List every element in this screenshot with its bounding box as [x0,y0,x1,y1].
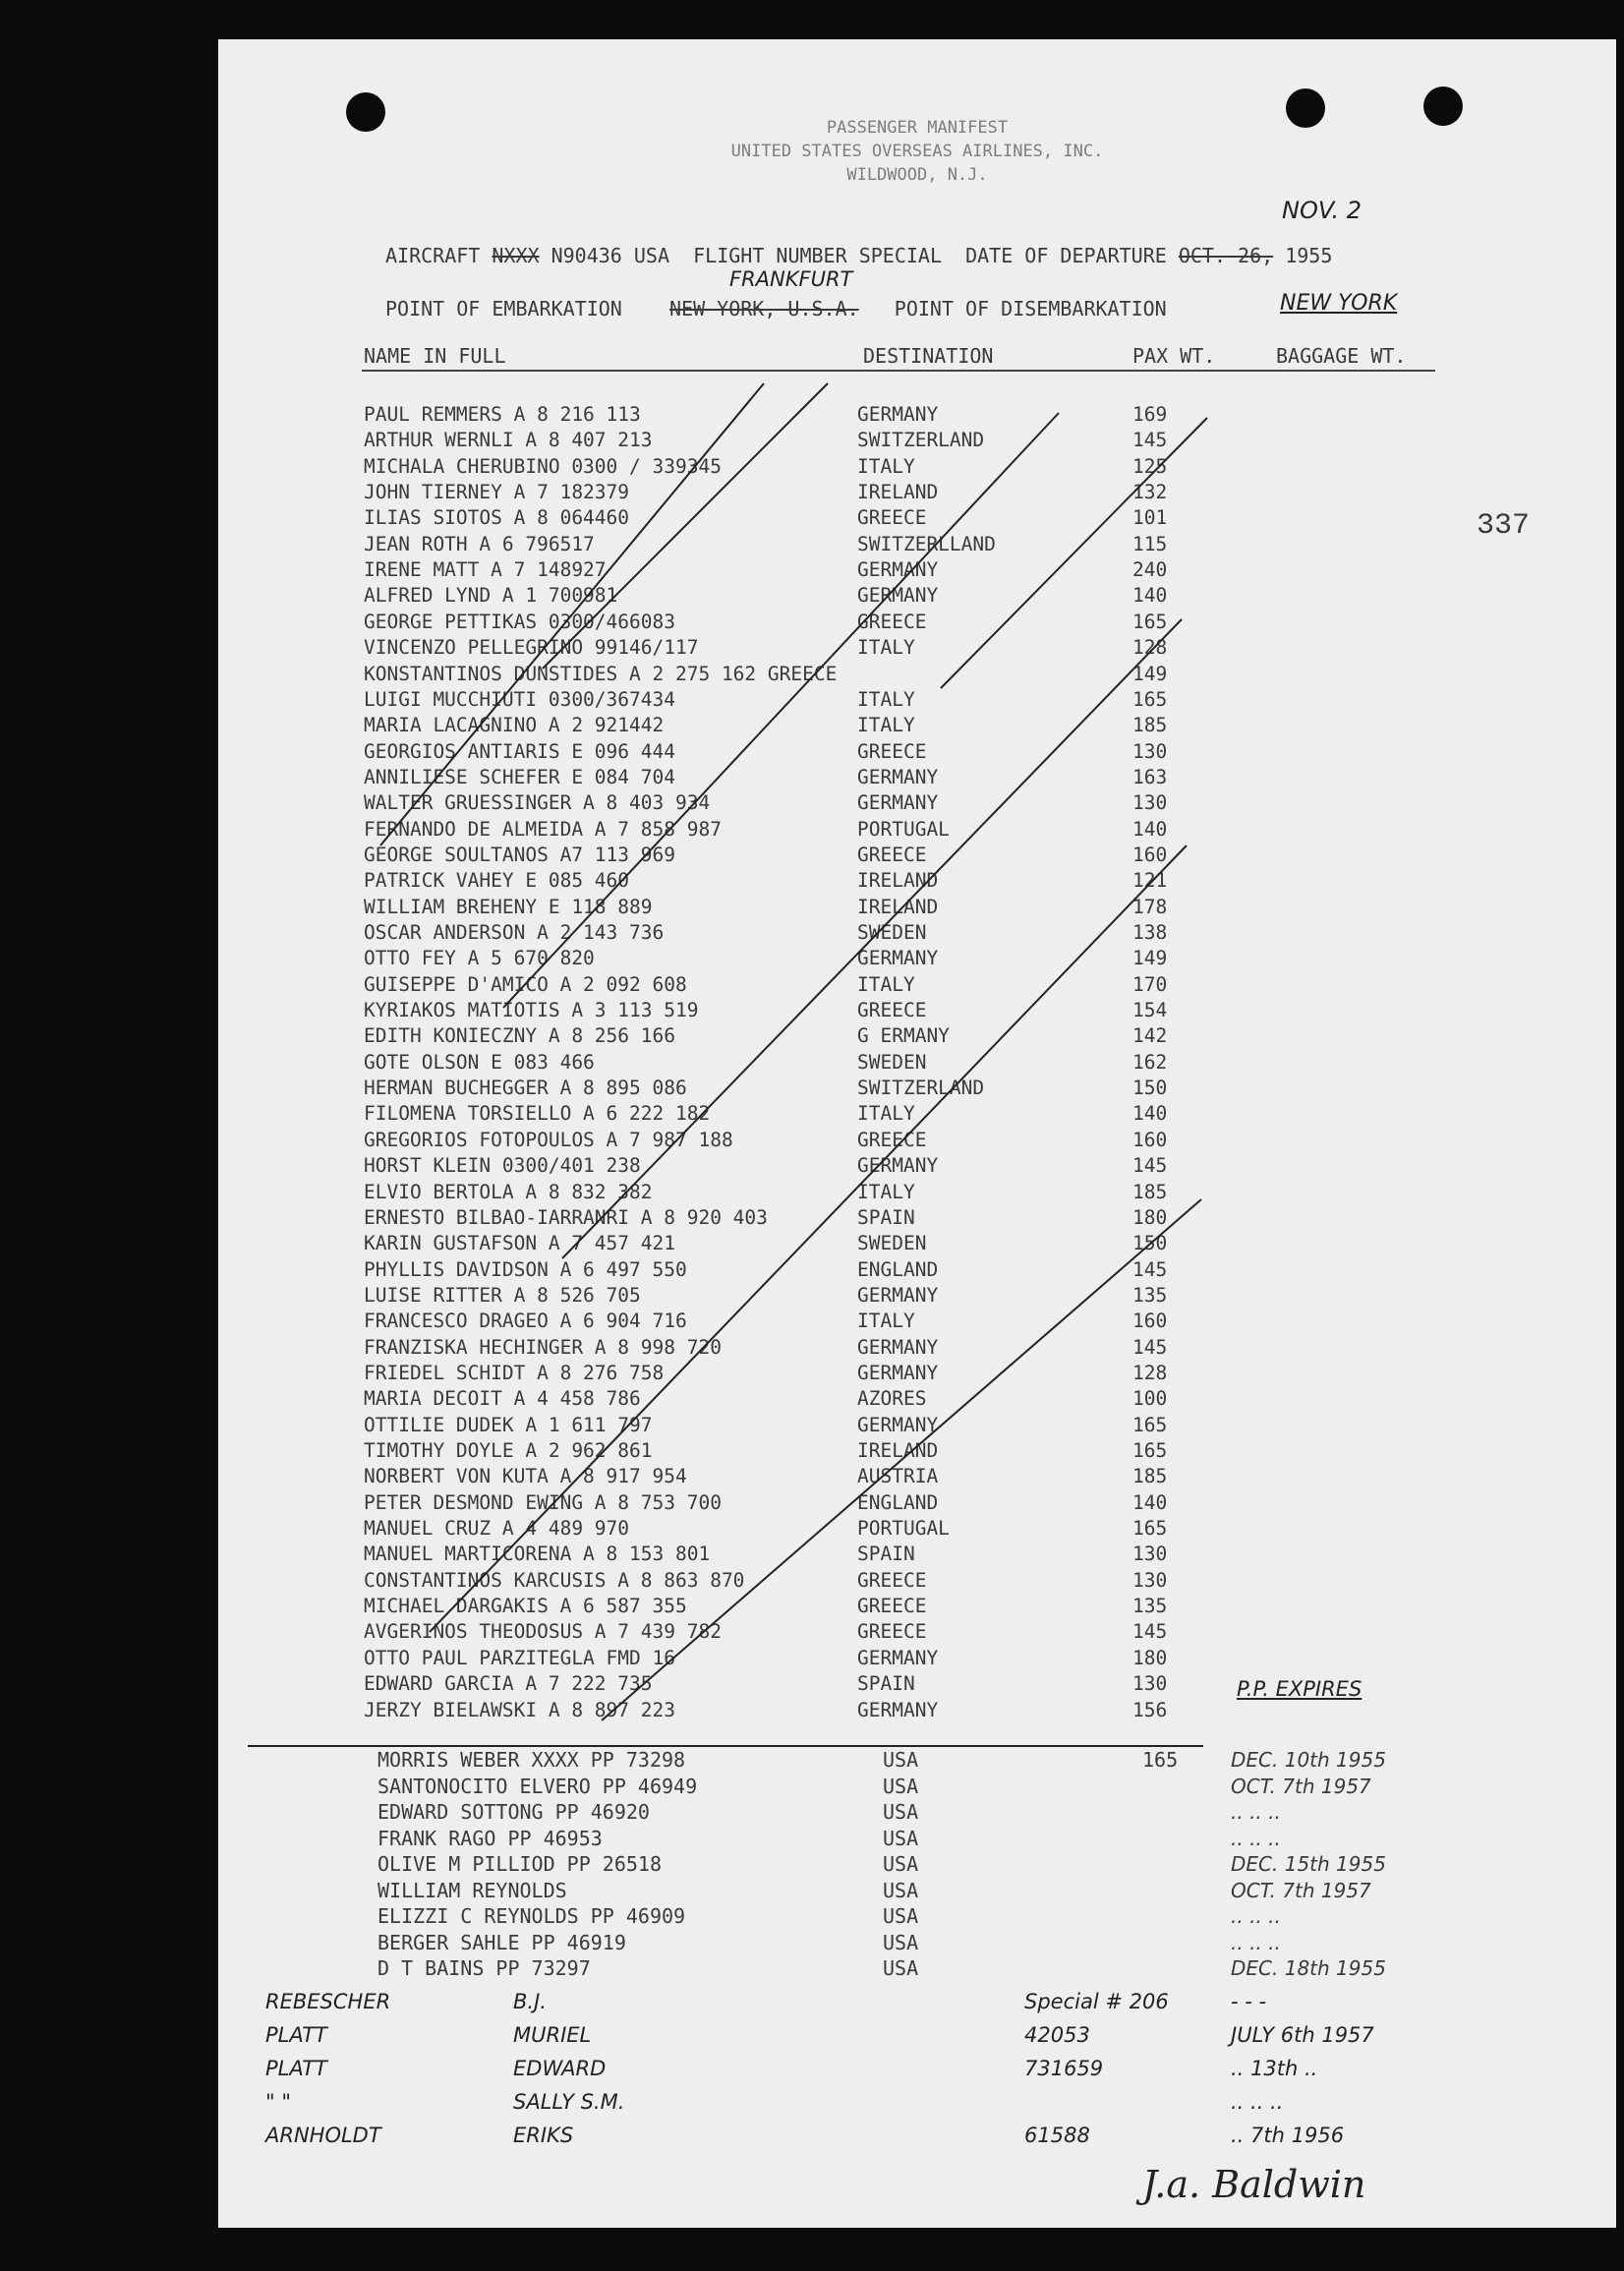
diagonal-stroke [430,845,1187,1632]
passenger-destination: GREECE [857,506,927,530]
passenger-weight: 150 [1132,1077,1168,1100]
passenger-destination: GERMANY [857,1361,939,1384]
passenger-name: PATRICK VAHEY E 085 460 [364,869,630,893]
passport-expiry: JULY 6th 1957 [1231,2023,1374,2047]
aircraft-line: AIRCRAFT NXXX N90436 USA FLIGHT NUMBER SPECIAL DATE OF DEPARTURE OCT. 26, 1955 [385,244,1333,267]
handwritten-given-name: B.J. [513,1990,547,2013]
passenger-weight: 140 [1132,1490,1168,1514]
handwritten-given-name: MURIEL [513,2023,592,2047]
passenger-weight: 185 [1132,1180,1168,1203]
passport-expiry: - - - [1231,1990,1267,2013]
passenger-weight: 130 [1132,1672,1168,1696]
passenger-weight: 138 [1132,921,1168,944]
passenger-name: CONSTANTINOS KARCUSIS A 8 863 870 [364,1568,745,1592]
passenger-name: ALFRED LYND A 1 700981 [364,584,618,608]
passenger-name: GREGORIOS FOTOPOULOS A 7 987 188 [364,1128,733,1151]
passenger-weight: 130 [1132,1543,1168,1566]
passenger-destination: USA [883,1774,919,1798]
passenger-weight: 160 [1132,843,1168,866]
passenger-weight: 165 [1132,1413,1168,1436]
passenger-weight: 156 [1132,1698,1168,1721]
passenger-name: HORST KLEIN 0300/401 238 [364,1154,641,1178]
passenger-weight: 162 [1132,1050,1168,1074]
passenger-destination: USA [883,1930,919,1954]
passenger-name: EDWARD GARCIA A 7 222 735 [364,1672,653,1696]
passenger-weight: 170 [1132,972,1168,996]
passenger-weight: 132 [1132,481,1168,504]
passenger-name: OTTILIE DUDEK A 1 611 797 [364,1413,653,1436]
passenger-destination: GERMANY [857,1335,939,1359]
diagonal-stroke [941,418,1207,688]
passenger-destination: PORTUGAL [857,1517,950,1541]
passenger-destination: SWEDEN [857,1232,927,1255]
passenger-destination: GERMANY [857,1698,939,1721]
passenger-name: JEAN ROTH A 6 796517 [364,532,595,555]
passenger-weight: 130 [1132,791,1168,815]
passenger-destination: GREECE [857,1595,927,1618]
passenger-name: FRIEDEL SCHIDT A 8 276 758 [364,1361,665,1384]
passenger-weight: 165 [1132,1517,1168,1541]
passenger-destination: GERMANY [857,1154,939,1178]
passenger-weight: 130 [1132,1568,1168,1592]
passport-expiry: .. .. .. [1231,1930,1281,1954]
passenger-destination: SWITZERLAND [857,429,985,452]
passenger-destination: USA [883,1904,919,1928]
passenger-destination: PORTUGAL [857,817,950,841]
handwritten-reference: 42053 [1024,2023,1090,2047]
passenger-weight: 115 [1132,532,1168,555]
passenger-destination: GREECE [857,610,927,633]
passenger-name: GUISEPPE D'AMICO A 2 092 608 [364,972,687,996]
passenger-weight: 165 [1132,610,1168,633]
passenger-destination: GERMANY [857,947,939,970]
handwritten-surname: " " [265,2090,291,2114]
passenger-destination: USA [883,1878,919,1902]
passenger-name: HERMAN BUCHEGGER A 8 895 086 [364,1077,687,1100]
passport-expiry: DEC. 10th 1955 [1231,1748,1386,1772]
passport-expiry: DEC. 18th 1955 [1231,1956,1386,1980]
passenger-weight: 100 [1132,1387,1168,1411]
passenger-destination: GERMANY [857,1413,939,1436]
passenger-weight: 140 [1132,817,1168,841]
passenger-weight: 130 [1132,739,1168,763]
passenger-destination: GREECE [857,1128,927,1151]
passenger-destination: AZORES [857,1387,927,1411]
passenger-destination: IRELAND [857,481,939,504]
passenger-weight: 128 [1132,1361,1168,1384]
passenger-destination: SPAIN [857,1205,915,1229]
passport-expiry: .. 13th .. [1231,2057,1318,2080]
handwritten-surname: PLATT [265,2023,327,2047]
passenger-name: ANNILIESE SCHEFER E 084 704 [364,765,675,788]
passenger-name: OLIVE M PILLIOD PP 26518 [377,1852,662,1876]
handwritten-surname: PLATT [265,2057,327,2080]
column-pax-weight: PAX WT. [1132,344,1216,368]
passport-expiry: DEC. 15th 1955 [1231,1852,1386,1876]
passenger-weight: 125 [1132,454,1168,478]
passenger-name: GEORGIOS ANTIARIS E 096 444 [364,739,675,763]
handwritten-surname: ARNHOLDT [265,2124,381,2147]
passenger-name: FERNANDO DE ALMEIDA A 7 858 987 [364,817,722,841]
page-number: 337 [1477,509,1531,543]
check-strokes [218,39,1616,2228]
passenger-destination: GREECE [857,999,927,1022]
embarkation-line: POINT OF EMBARKATION NEW YORK, U.S.A. POINT OF DISEMBARKATION [385,297,1167,320]
passenger-name: MORRIS WEBER XXXX PP 73298 [377,1748,686,1772]
passenger-destination: GERMANY [857,791,939,815]
passport-expiry: OCT. 7th 1957 [1231,1878,1371,1902]
airline-name: UNITED STATES OVERSEAS AIRLINES, INC. [730,142,1104,161]
passenger-name: PETER DESMOND EWING A 8 753 700 [364,1490,722,1514]
passenger-destination: SWEDEN [857,921,927,944]
passenger-weight: 145 [1132,1335,1168,1359]
passenger-destination: GERMANY [857,1646,939,1669]
passenger-name: VINCENZO PELLEGRINO 99146/117 [364,636,699,660]
handwritten-given-name: ERIKS [513,2124,574,2147]
passenger-name: MANUEL CRUZ A 4 489 970 [364,1517,630,1541]
handwritten-reference: Special # 206 [1024,1990,1169,2013]
passenger-destination: ITALY [857,454,915,478]
passenger-name: MICHAEL DARGAKIS A 6 587 355 [364,1595,687,1618]
passenger-name: ILIAS SIOTOS A 8 064460 [364,506,630,530]
pp-expires-header: P.P. EXPIRES [1237,1677,1363,1701]
passenger-weight: 178 [1132,895,1168,918]
passenger-weight: 149 [1132,947,1168,970]
passenger-destination: ITALY [857,636,915,660]
passenger-destination: ITALY [857,687,915,711]
passenger-name: NORBERT VON KUTA A 8 917 954 [364,1465,687,1488]
passenger-name: FRANK RAGO PP 46953 [377,1826,603,1850]
passenger-destination: G ERMANY [857,1024,950,1048]
passport-expiry: OCT. 7th 1957 [1231,1774,1371,1798]
passenger-name: LUIGI MUCCHIUTI 0300/367434 [364,687,675,711]
passenger-destination: AUSTRIA [857,1465,939,1488]
passenger-destination: USA [883,1800,919,1824]
passenger-name: ARTHUR WERNLI A 8 407 213 [364,429,653,452]
passenger-destination: SPAIN [857,1672,915,1696]
passenger-name: KYRIAKOS MATIOTIS A 3 113 519 [364,999,699,1022]
passenger-name: IRENE MATT A 7 148927 [364,558,607,582]
passenger-name: PAUL REMMERS A 8 216 113 [364,403,641,426]
passenger-destination: SWITZERLAND [857,1077,985,1100]
passport-expiry: .. 7th 1956 [1231,2124,1345,2147]
passenger-destination: ITALY [857,1310,915,1333]
passenger-destination: ITALY [857,1180,915,1203]
handwritten-given-name: EDWARD [513,2057,607,2080]
passenger-weight: 140 [1132,1102,1168,1126]
passenger-name: MARIA DECOIT A 4 458 786 [364,1387,641,1411]
passenger-name: KARIN GUSTAFSON A 7 457 421 [364,1232,675,1255]
passenger-weight: 121 [1132,869,1168,893]
passenger-weight: 180 [1132,1646,1168,1669]
passport-expiry: .. .. .. [1231,1826,1281,1850]
passenger-name: MANUEL MARTICORENA A 8 153 801 [364,1543,711,1566]
handwritten-embarkation: FRANKFURT [729,267,853,291]
passenger-destination: GERMANY [857,558,939,582]
passenger-destination: GREECE [857,1568,927,1592]
passenger-destination: GREECE [857,843,927,866]
passenger-name: KONSTANTINOS DUNSTIDES A 2 275 162 GREECE [364,662,838,685]
passenger-destination: GERMANY [857,584,939,608]
passenger-weight: 135 [1132,1595,1168,1618]
passenger-weight: 145 [1132,429,1168,452]
passenger-weight: 145 [1132,1257,1168,1281]
signature: J.a. Baldwin [1142,2163,1366,2206]
passenger-weight: 140 [1132,584,1168,608]
handwritten-given-name: SALLY S.M. [513,2090,625,2114]
passenger-destination: USA [883,1826,919,1850]
passenger-destination: GREECE [857,1620,927,1644]
passenger-name: ERNESTO BILBAO-IARRANRI A 8 920 403 [364,1205,768,1229]
passenger-name: OTTO FEY A 5 670 820 [364,947,595,970]
passenger-weight: 142 [1132,1024,1168,1048]
passport-expiry: .. .. .. [1231,2090,1284,2114]
passenger-name: OTTO PAUL PARZITEGLA FMD 16 [364,1646,675,1669]
passenger-destination: ITALY [857,972,915,996]
passenger-name: EDITH KONIECZNY A 8 256 166 [364,1024,675,1048]
passenger-destination: ENGLAND [857,1257,939,1281]
passenger-weight: 165 [1132,1439,1168,1462]
passenger-weight: 135 [1132,1283,1168,1307]
column-name: NAME IN FULL [364,344,506,368]
column-destination: DESTINATION [863,344,994,368]
passport-expiry: .. .. .. [1231,1800,1281,1824]
passport-expiry: .. .. .. [1231,1904,1281,1928]
title-line: PASSENGER MANIFEST [826,118,1009,138]
passenger-name: FRANZISKA HECHINGER A 8 998 720 [364,1335,722,1359]
handwritten-disembarkation: NEW YORK [1280,291,1398,316]
passenger-destination: GERMANY [857,765,939,788]
passenger-weight: 185 [1132,714,1168,737]
passenger-name: TIMOTHY DOYLE A 2 962 861 [364,1439,653,1462]
passenger-weight: 165 [1132,687,1168,711]
column-baggage-weight: BAGGAGE WT. [1276,344,1407,368]
passenger-weight: 154 [1132,999,1168,1022]
diagonal-stroke [543,383,828,669]
passenger-name: JOHN TIERNEY A 7 182379 [364,481,630,504]
passenger-destination: SWITZERLLAND [857,532,996,555]
handwritten-surname: REBESCHER [265,1990,391,2013]
passenger-destination: IRELAND [857,1439,939,1462]
handwritten-reference: 731659 [1024,2057,1104,2080]
passenger-name: PHYLLIS DAVIDSON A 6 497 550 [364,1257,687,1281]
passenger-destination: GREECE [857,739,927,763]
passenger-name: FRANCESCO DRAGEO A 6 904 716 [364,1310,687,1333]
passenger-weight: 240 [1132,558,1168,582]
passenger-weight: 145 [1132,1620,1168,1644]
passenger-destination: USA [883,1852,919,1876]
handwritten-date: NOV. 2 [1282,197,1363,224]
passenger-name: D T BAINS PP 73297 [377,1956,591,1980]
passenger-name: ELIZZI C REYNOLDS PP 46909 [377,1904,686,1928]
handwritten-reference: 61588 [1024,2124,1090,2147]
passenger-name: EDWARD SOTTONG PP 46920 [377,1800,650,1824]
manifest-page [218,39,1616,2228]
passenger-destination: ITALY [857,1102,915,1126]
passenger-weight: 150 [1132,1232,1168,1255]
passenger-weight: 101 [1132,506,1168,530]
diagonal-stroke [380,383,764,845]
passenger-name: MARIA LACAGNINO A 2 921442 [364,714,665,737]
passenger-name: WALTER GRUESSINGER A 8 403 934 [364,791,711,815]
passenger-destination: USA [883,1956,919,1980]
passenger-name: FILOMENA TORSIELLO A 6 222 182 [364,1102,711,1126]
passenger-destination: IRELAND [857,895,939,918]
airline-location: WILDWOOD, N.J. [846,165,988,185]
passenger-destination: GERMANY [857,1283,939,1307]
passenger-name: GOTE OLSON E 083 466 [364,1050,595,1074]
passenger-weight: 149 [1132,662,1168,685]
passenger-name: JERZY BIELAWSKI A 8 897 223 [364,1698,675,1721]
passenger-destination: SWEDEN [857,1050,927,1074]
passenger-name: OSCAR ANDERSON A 2 143 736 [364,921,665,944]
passenger-weight: 185 [1132,1465,1168,1488]
passenger-destination: ENGLAND [857,1490,939,1514]
passenger-destination: USA [883,1748,919,1772]
passenger-name: WILLIAM BREHENY E 118 889 [364,895,653,918]
passenger-weight: 128 [1132,636,1168,660]
diagonal-stroke [602,1199,1201,1720]
passenger-weight: 165 [1142,1748,1179,1772]
diagonal-stroke [503,413,1059,1008]
passenger-destination: ITALY [857,714,915,737]
passenger-weight: 145 [1132,1154,1168,1178]
passenger-weight: 163 [1132,765,1168,788]
diagonal-stroke [562,619,1182,1258]
passenger-destination: SPAIN [857,1543,915,1566]
passenger-name: ELVIO BERTOLA A 8 832 382 [364,1180,653,1203]
passenger-name: LUISE RITTER A 8 526 705 [364,1283,641,1307]
passenger-destination: IRELAND [857,869,939,893]
passenger-name: GEORGE PETTIKAS 0300/466083 [364,610,675,633]
passenger-weight: 169 [1132,403,1168,426]
passenger-name: AVGERINOS THEODOSUS A 7 439 782 [364,1620,722,1644]
passenger-name: BERGER SAHLE PP 46919 [377,1930,626,1954]
passenger-name: MICHALA CHERUBINO 0300 / 339345 [364,454,722,478]
passenger-name: WILLIAM REYNOLDS [377,1878,567,1902]
passenger-name: GEORGE SOULTANOS A7 113 969 [364,843,675,866]
passenger-name: SANTONOCITO ELVERO PP 46949 [377,1774,698,1798]
passenger-weight: 180 [1132,1205,1168,1229]
passenger-destination: GERMANY [857,403,939,426]
passenger-weight: 160 [1132,1128,1168,1151]
passenger-weight: 160 [1132,1310,1168,1333]
